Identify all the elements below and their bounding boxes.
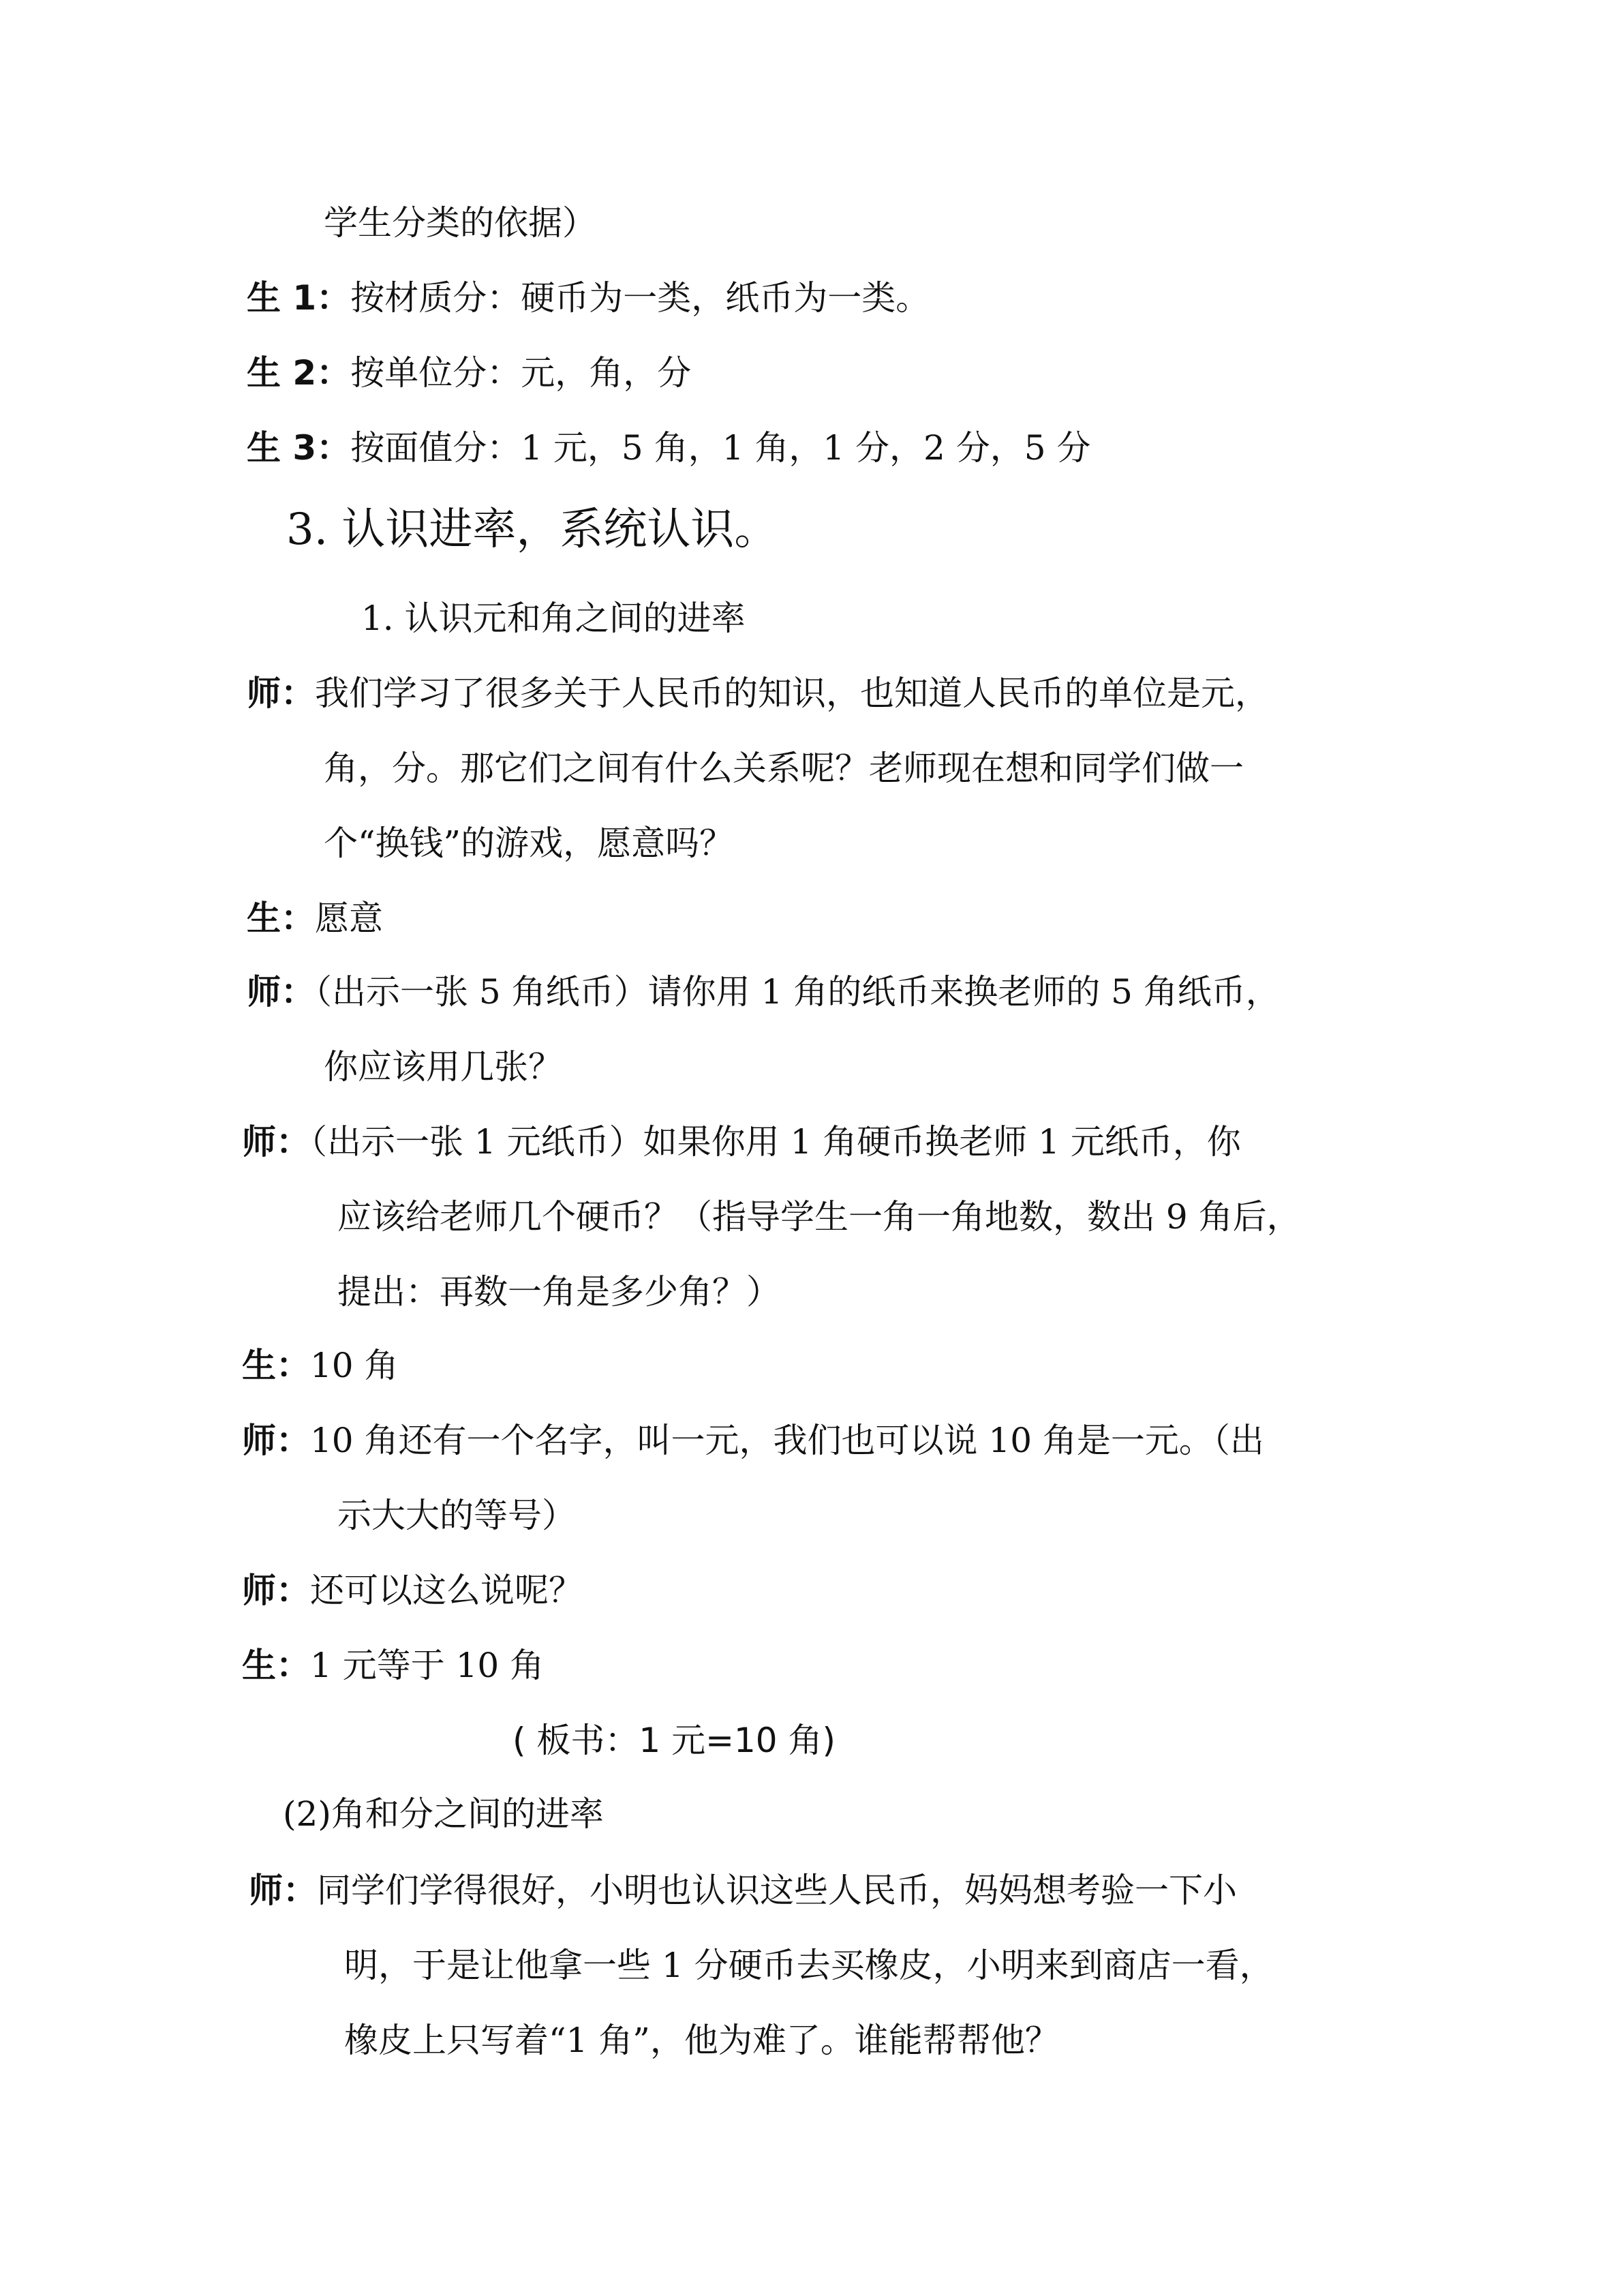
student-1-line [247, 274, 930, 322]
dialogue-text: 我们学习了很多关于人民币的知识，也知道人民币的单位是元， [315, 674, 1269, 713]
student-line [242, 1342, 399, 1389]
subheading-yuan-jiao: 1. 认识元和角之间的进率 [361, 599, 746, 638]
dialogue-text: 愿意 [315, 898, 383, 938]
subheading-jiao-fen: (2)角和分之间的进率 [283, 1794, 604, 1834]
section-heading: 3. 认识进率，系统认识。 [286, 504, 778, 555]
speaker-label: 师： [242, 1421, 310, 1460]
speaker-label: 生： [242, 1646, 310, 1685]
dialogue-continuation: 橡皮上只写着“1 角”，他为难了。谁能帮帮他？ [344, 2021, 1059, 2060]
dialogue-text: 按材质分：硬币为一类，纸币为一类。 [350, 278, 930, 318]
student-3-line [247, 424, 1090, 472]
dialogue-text: 按单位分：元，角，分 [350, 353, 692, 393]
dialogue-continuation: 明，于是让他拿一些 1 分硬币去买橡皮，小明来到商店一看， [344, 1946, 1274, 1985]
student-2-line [247, 349, 691, 397]
speaker-label: 生： [242, 1346, 310, 1385]
dialogue-text: 同学们学得很好，小明也认识这些人民币，妈妈想考验一下小 [317, 1871, 1237, 1910]
dialogue-continuation: 提出：再数一角是多少角？） [337, 1272, 780, 1312]
board-note: ( 板书：1 元=10 角) [512, 1721, 836, 1760]
dialogue-text: 按面值分：1 元，5 角，1 角，1 分，2 分，5 分 [350, 428, 1091, 468]
teacher-line [247, 968, 1280, 1016]
teacher-line [242, 1417, 1264, 1464]
dialogue-text: （出示一张 1 元纸币）如果你用 1 角硬币换老师 1 元纸币，你 [310, 1122, 1241, 1162]
dialogue-text: 1 元等于 10 角 [310, 1646, 545, 1685]
dialogue-text: 10 角还有一个名字，叫一元，我们也可以说 10 角是一元。（出 [310, 1421, 1264, 1460]
dialogue-continuation: 示大大的等号） [337, 1496, 576, 1535]
dialogue-continuation: 应该给老师几个硬币？（指导学生一角一角地数，数出 9 角后， [337, 1197, 1301, 1237]
speaker-label: 生： [247, 898, 315, 938]
speaker-label: 生 3： [247, 428, 351, 468]
teacher-line [249, 1867, 1237, 1914]
dialogue-text: （出示一张 5 角纸币）请你用 1 角的纸币来换老师的 5 角纸币， [315, 972, 1280, 1012]
speaker-label: 师： [247, 972, 315, 1012]
dialogue-continuation: 个“换钱”的游戏，愿意吗？ [324, 824, 734, 863]
speaker-label: 生 1： [247, 278, 351, 318]
speaker-label: 生 2： [247, 353, 351, 393]
student-line [242, 1642, 544, 1689]
teacher-line [242, 1118, 1241, 1166]
dialogue-continuation: 你应该用几张？ [324, 1047, 562, 1087]
speaker-label: 师： [249, 1871, 317, 1910]
teacher-line [242, 1567, 583, 1614]
dialogue-text: 还可以这么说呢？ [310, 1571, 583, 1610]
student-line [247, 894, 383, 942]
dialogue-text: 10 角 [310, 1346, 399, 1385]
speaker-label: 师： [242, 1571, 310, 1610]
dialogue-continuation: 角，分。那它们之间有什么关系呢？老师现在想和同学们做一 [324, 749, 1244, 788]
teacher-line [247, 669, 1269, 717]
speaker-label: 师： [242, 1122, 310, 1162]
speaker-label: 师： [247, 674, 315, 713]
continuation-line: 学生分类的依据） [324, 203, 596, 243]
